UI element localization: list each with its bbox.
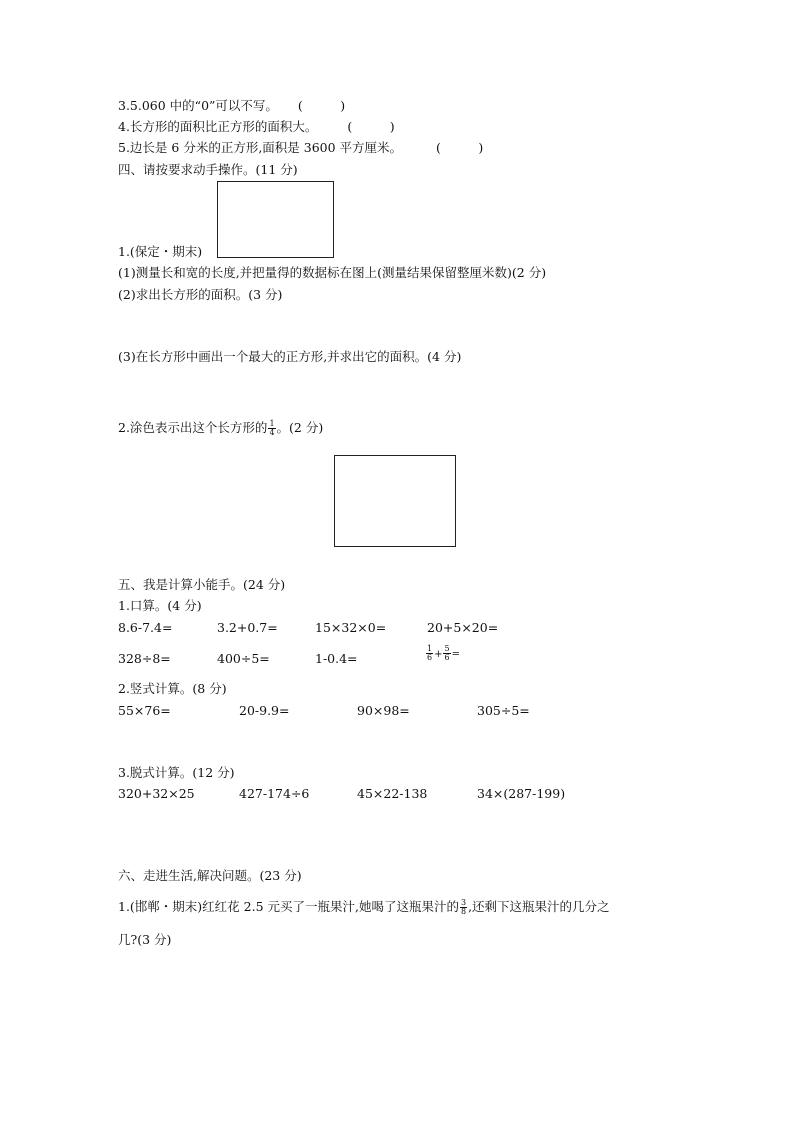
- judge-q4-answer-paren[interactable]: ( ): [347, 119, 395, 134]
- judge-question-3: [118, 98, 345, 114]
- fraction-three-eighths: [460, 899, 467, 916]
- vertical-item: 55×76=: [118, 703, 171, 718]
- oral-item-fraction-sum: [425, 645, 460, 663]
- judge-question-5: [118, 140, 483, 156]
- oral-item: 400÷5=: [217, 651, 270, 666]
- section4-q1-label: 1.(保定・期末): [118, 244, 203, 259]
- section6-q1-line2: 几?(3 分): [118, 932, 172, 947]
- fraction-numerator: 5: [444, 644, 450, 653]
- fraction-numerator: 1: [427, 644, 433, 653]
- fraction-one-quarter: [268, 420, 275, 437]
- step-item: 34×(287-199): [477, 786, 566, 801]
- oral-item: 8.6-7.4=: [118, 620, 173, 635]
- step-item: 45×22-138: [357, 786, 428, 801]
- fraction-numerator: 1: [269, 419, 275, 428]
- vertical-item: 20-9.9=: [239, 703, 290, 718]
- judge-q3-text: 3.5.060 中的“0”可以不写。: [118, 98, 278, 113]
- step-calc-title: 3.脱式计算。(12 分): [118, 765, 235, 780]
- fraction-denominator: 6: [427, 653, 433, 662]
- judge-q5-answer-paren[interactable]: ( ): [436, 140, 484, 155]
- oral-item: 328÷8=: [118, 651, 171, 666]
- fraction-denominator: 4: [269, 428, 275, 437]
- judge-question-4: [118, 119, 395, 135]
- section4-q2: [118, 420, 323, 437]
- step-item: 427-174÷6: [239, 786, 310, 801]
- section4-q2-text-pre: 2.涂色表示出这个长方形的: [118, 420, 268, 435]
- section6-title: 六、走进生活,解决问题。(23 分): [118, 868, 302, 883]
- vertical-calc-title: 2.竖式计算。(8 分): [118, 681, 227, 696]
- section4-q1-part3: (3)在长方形中画出一个最大的正方形,并求出它的面积。(4 分): [118, 349, 462, 364]
- oral-calc-title: 1.口算。(4 分): [118, 598, 202, 613]
- section6-q1-line1: [118, 899, 610, 916]
- judge-q3-answer-paren[interactable]: ( ): [297, 98, 346, 113]
- rectangle-figure-1[interactable]: [217, 181, 334, 258]
- vertical-item: 90×98=: [357, 703, 410, 718]
- fraction-one-sixth: [426, 645, 433, 662]
- section5-title: 五、我是计算小能手。(24 分): [118, 577, 286, 592]
- equals-sign: =: [451, 649, 460, 660]
- judge-q4-text: 4.长方形的面积比正方形的面积大。: [118, 119, 318, 134]
- fraction-denominator: 6: [444, 653, 450, 662]
- section4-title: 四、请按要求动手操作。(11 分): [118, 162, 298, 177]
- oral-item: 15×32×0=: [315, 620, 387, 635]
- judge-q5-text: 5.边长是 6 分米的正方形,面积是 3600 平方厘米。: [118, 140, 403, 155]
- vertical-item: 305÷5=: [477, 703, 530, 718]
- oral-item: 20+5×20=: [427, 620, 499, 635]
- oral-item: 3.2+0.7=: [217, 620, 278, 635]
- fraction-numerator: 3: [460, 898, 467, 907]
- oral-item: 1-0.4=: [315, 651, 358, 666]
- fraction-five-sixths: [443, 645, 450, 662]
- fraction-denominator: 8: [460, 907, 467, 916]
- plus-sign: +: [434, 649, 443, 660]
- section4-q1-part1: (1)测量长和宽的长度,并把量得的数据标在图上(测量结果保留整厘米数)(2 分): [118, 265, 547, 280]
- section4-q1-part2: (2)求出长方形的面积。(3 分): [118, 287, 283, 302]
- section6-q1-text-post: ,还剩下这瓶果汁的几分之: [468, 899, 610, 914]
- section6-q1-text-pre: 1.(邯郸・期末)红红花 2.5 元买了一瓶果汁,她喝了这瓶果汁的: [118, 899, 459, 914]
- rectangle-figure-2[interactable]: [334, 455, 456, 547]
- step-item: 320+32×25: [118, 786, 195, 801]
- section4-q2-text-post: 。(2 分): [276, 420, 324, 435]
